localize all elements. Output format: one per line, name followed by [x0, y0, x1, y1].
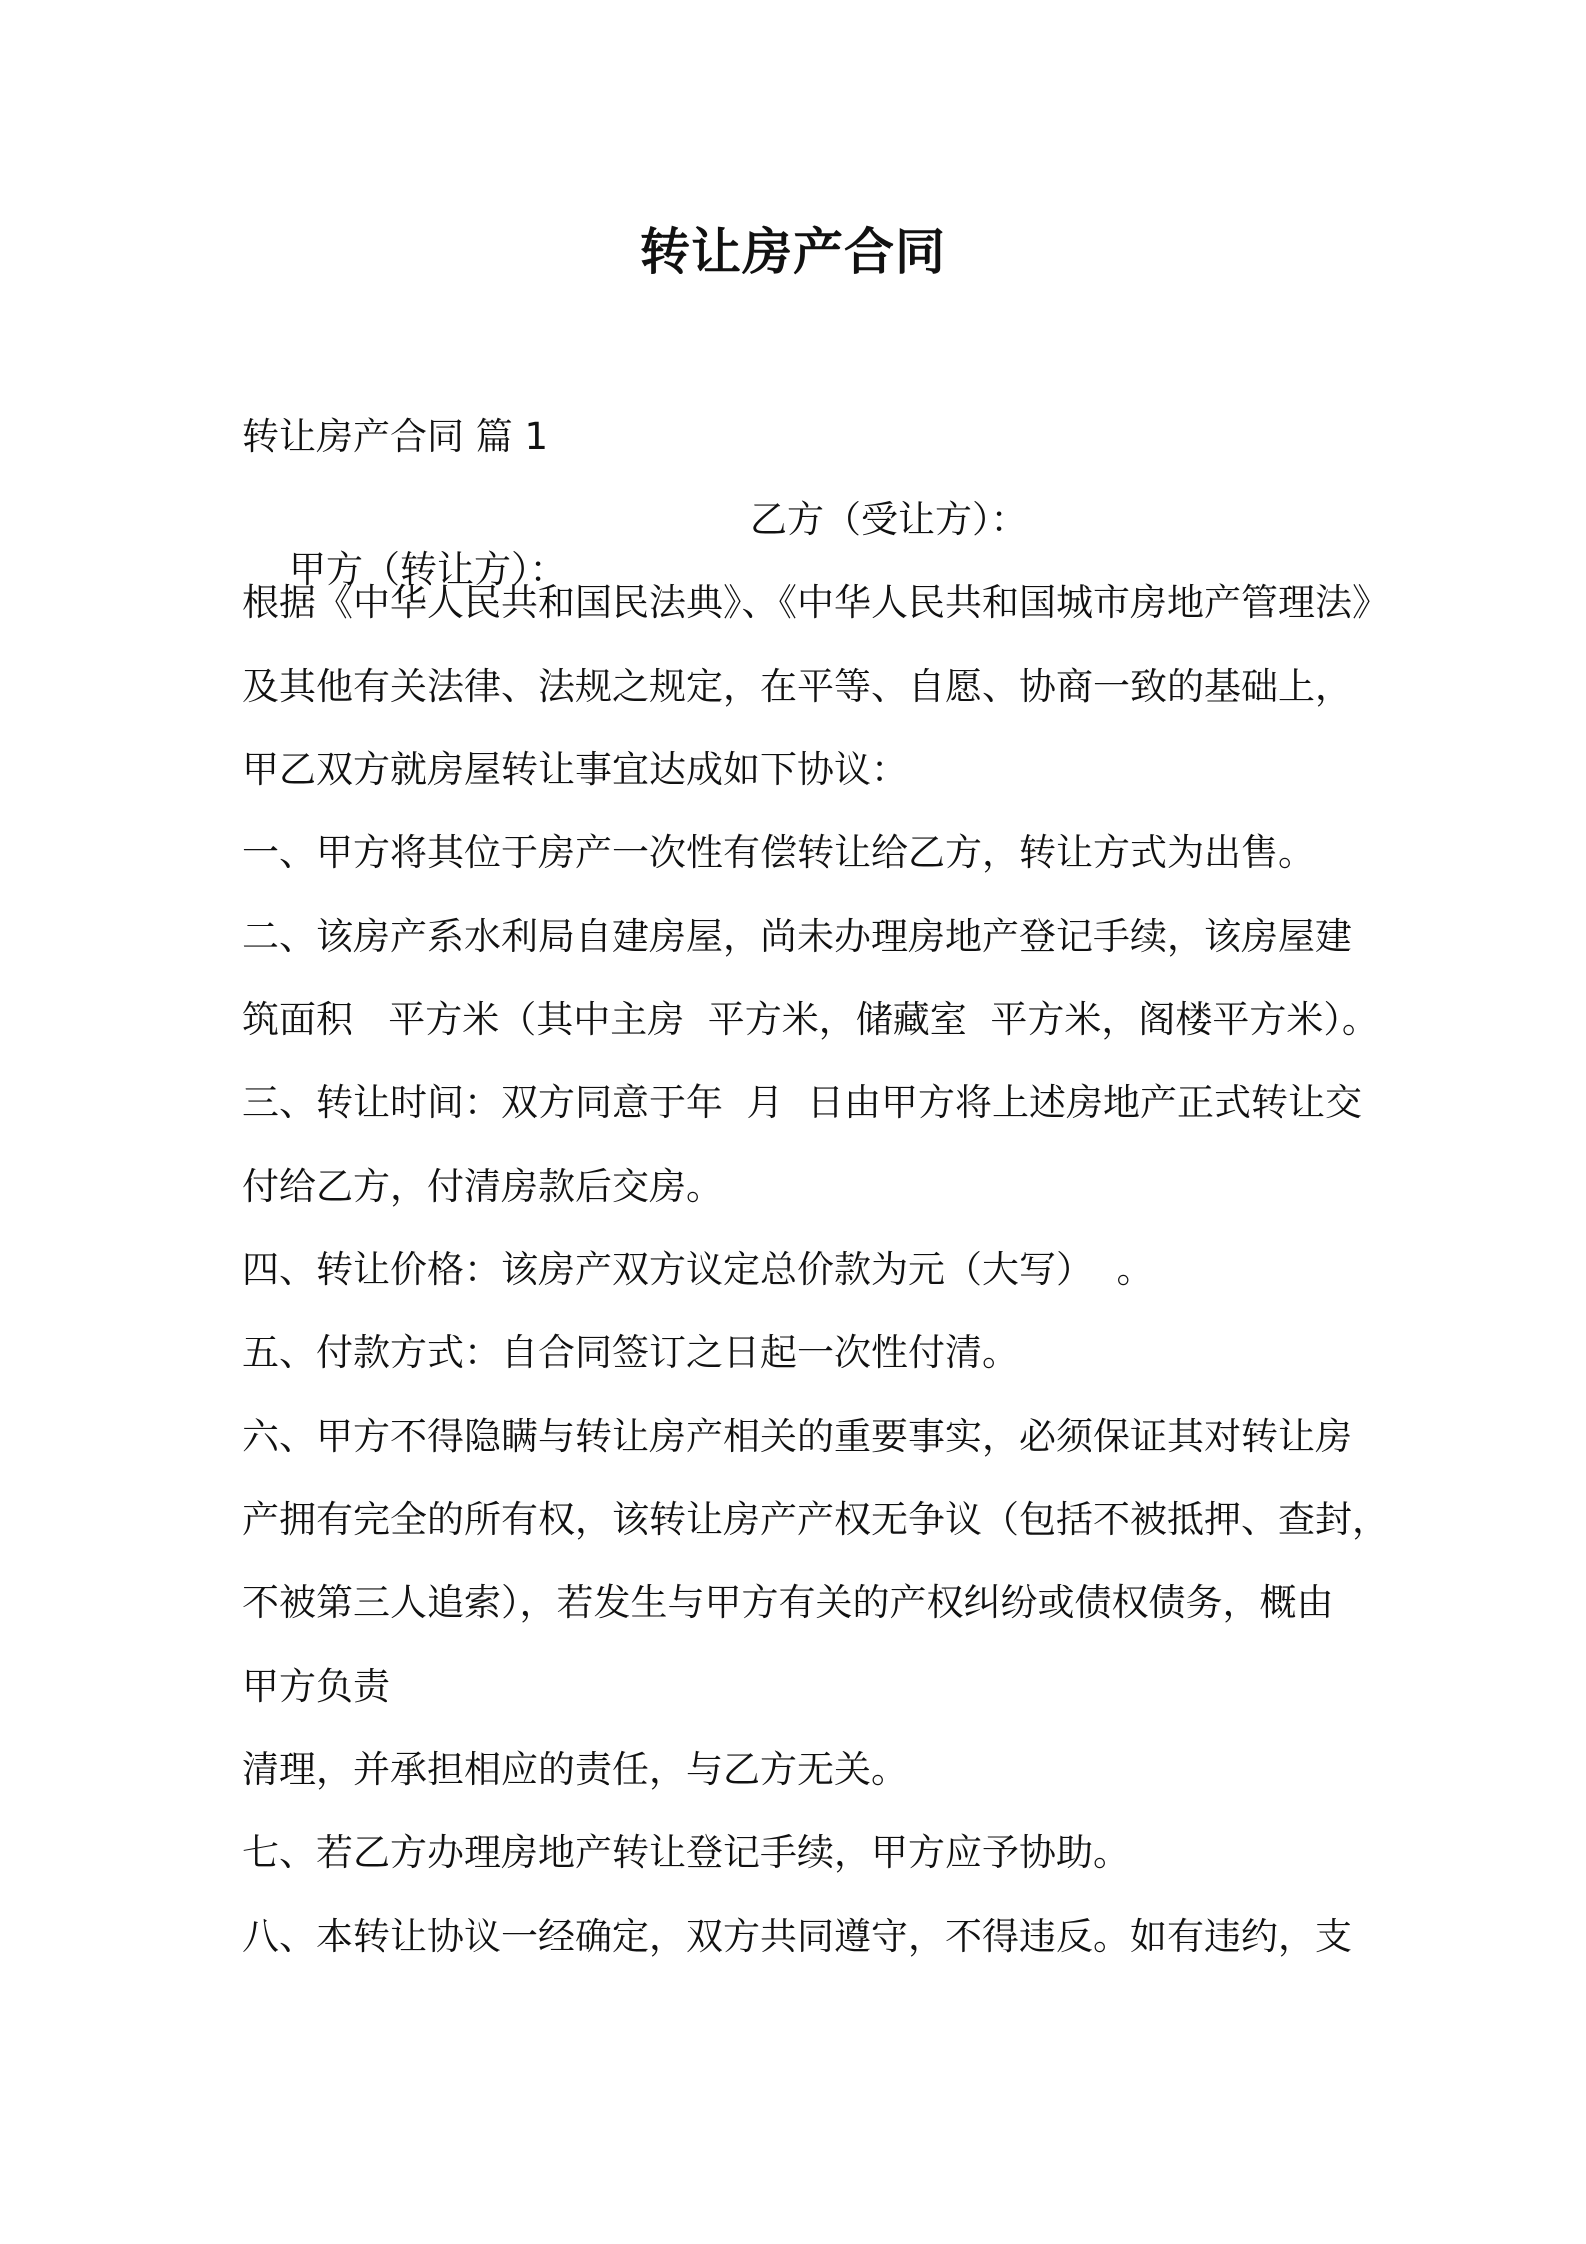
paragraph-line: 甲乙双方就房屋转让事宜达成如下协议： — [242, 748, 908, 791]
paragraph-line: 及其他有关法律、法规之规定，在平等、自愿、协商一致的基础上， — [242, 665, 1352, 708]
clause-5-line: 五、付款方式：自合同签订之日起一次性付清。 — [242, 1331, 1019, 1374]
clause-6-line: 六、甲方不得隐瞒与转让房产相关的重要事实，必须保证其对转让房 — [242, 1415, 1352, 1458]
party-b-label: 乙方（受让方）： — [750, 498, 1028, 541]
paragraph-line: 根据《中华人民共和国民法典》、《中华人民共和国城市房地产管理法》 — [242, 581, 1389, 624]
clause-2-line: 筑面积 平方米（其中主房 平方米，储藏室 平方米，阁楼平方米）。 — [242, 998, 1379, 1041]
clause-3-line: 付给乙方，付清房款后交房。 — [242, 1165, 723, 1208]
clause-6-line: 不被第三人追索），若发生与甲方有关的产权纠纷或债权债务，概由 — [242, 1581, 1334, 1624]
clause-4-line: 四、转让价格：该房产双方议定总价款为元（大写） 。 — [242, 1248, 1154, 1291]
party-a-label: 甲方（转让方）： — [289, 548, 567, 591]
clause-6-line: 清理，并承担相应的责任，与乙方无关。 — [242, 1748, 908, 1791]
clause-3-line: 三、转让时间：双方同意于年 月 日由甲方将上述房地产正式转让交 — [242, 1081, 1363, 1124]
section-heading: 转让房产合同 篇 1 — [242, 415, 549, 458]
clause-7-line: 七、若乙方办理房地产转让登记手续，甲方应予协助。 — [242, 1831, 1130, 1874]
clause-6-line: 甲方负责 — [242, 1665, 390, 1708]
clause-1-line: 一、甲方将其位于房产一次性有偿转让给乙方，转让方式为出售。 — [242, 831, 1315, 874]
clause-6-line: 产拥有完全的所有权，该转让房产产权无争议（包括不被抵押、查封， — [242, 1498, 1389, 1541]
clause-2-line: 二、该房产系水利局自建房屋，尚未办理房地产登记手续，该房屋建 — [242, 915, 1352, 958]
clause-8-line: 八、本转让协议一经确定，双方共同遵守，不得违反。如有违约，支 — [242, 1915, 1352, 1958]
document-title: 转让房产合同 — [640, 223, 946, 281]
